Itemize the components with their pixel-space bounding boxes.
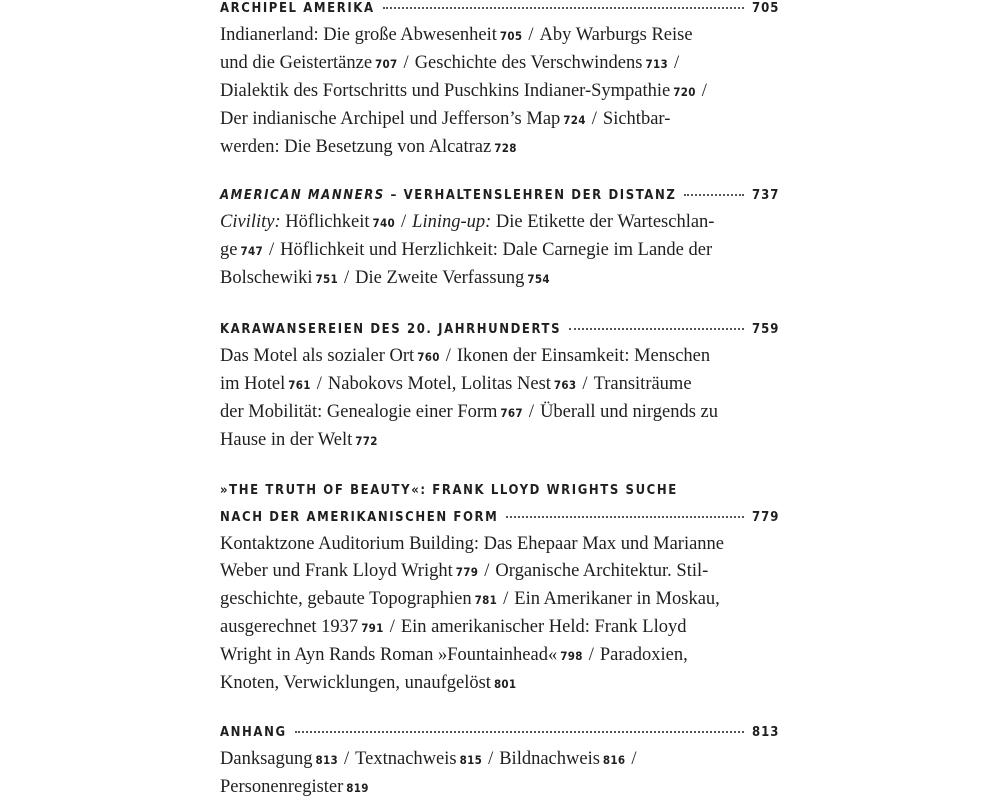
contents-line xyxy=(220,265,755,293)
contents-line xyxy=(220,237,755,265)
topic-text: Geschichte des Verschwindens xyxy=(414,53,643,73)
section-heading-text: »THE TRUTH OF BEAUTY«: FRANK LLOYD WRIGHTS SUCHE xyxy=(220,483,678,498)
topic-separator: / xyxy=(673,53,680,73)
topic-text: Paradoxien, xyxy=(599,645,688,665)
topic-text: Überall und nirgends zu xyxy=(540,402,718,422)
toc-entry-anhang xyxy=(220,719,780,802)
topic-separator: / xyxy=(389,617,395,637)
topic-text: im Hotel xyxy=(220,374,286,394)
contents-line xyxy=(220,399,755,427)
section-heading xyxy=(220,0,780,22)
topic-page-number: 772 xyxy=(355,434,378,448)
dot-leader xyxy=(383,7,744,9)
topic-page-number: 815 xyxy=(459,753,483,767)
topic-separator: / xyxy=(503,589,509,609)
topic-separator: / xyxy=(403,53,409,73)
contents-line xyxy=(220,78,755,106)
topic-text: Nabokovs Motel, Lolitas Nest xyxy=(327,374,551,394)
topic-page-number: 813 xyxy=(315,753,338,767)
topic-text: ge xyxy=(220,240,238,260)
topic-text: Die Etikette der Warteschlan- xyxy=(491,212,715,232)
section-contents xyxy=(220,22,755,162)
topic-text: Sichtbar- xyxy=(602,109,671,129)
topic-text: Ikonen der Einsamkeit: Menschen xyxy=(456,346,711,366)
topic-text: Aby Warburgs Reise xyxy=(539,25,693,45)
topic-text: Der indianische Archipel und Jefferson’s Map xyxy=(220,109,561,129)
topic-text: werden: Die Besetzung von Alcatraz xyxy=(220,137,492,157)
topic-separator: / xyxy=(631,749,637,769)
section-page-number: 779 xyxy=(752,510,780,525)
topic-text: Hause in der Welt xyxy=(220,430,353,450)
topic-text: Knoten, Verwicklungen, unaufgelöst xyxy=(220,673,491,693)
section-contents xyxy=(220,343,755,455)
section-heading-text: ARCHIPEL AMERIKA xyxy=(220,1,375,16)
dot-leader xyxy=(506,516,744,518)
section-heading-text xyxy=(220,188,676,203)
toc-entry-karawansereien xyxy=(220,316,780,455)
contents-line xyxy=(220,614,755,642)
contents-line xyxy=(220,531,755,558)
topic-separator: / xyxy=(588,645,594,665)
contents-line xyxy=(220,774,755,802)
dot-leader xyxy=(295,731,744,733)
topic-page-number: 707 xyxy=(375,57,398,71)
contents-line xyxy=(220,50,755,78)
topic-page-number: 705 xyxy=(499,29,523,43)
topic-text: Weber und Frank Lloyd Wright xyxy=(220,561,453,581)
topic-page-number: 779 xyxy=(455,565,479,579)
topic-separator: / xyxy=(582,374,588,394)
topic-separator: / xyxy=(316,374,322,394)
topic-page-number: 791 xyxy=(361,621,384,635)
section-heading-text: ANHANG xyxy=(220,725,287,740)
topic-text: Danksagung xyxy=(220,749,313,769)
topic-text: Indianerland: Die große Abwesenheit xyxy=(220,25,497,45)
topic-page-number: 728 xyxy=(494,141,517,155)
contents-line xyxy=(220,558,755,586)
topic-separator: / xyxy=(343,749,350,769)
toc-entry-archipel-amerika xyxy=(220,0,780,162)
topic-text: Transiträume xyxy=(593,374,692,394)
topic-separator: / xyxy=(445,346,451,366)
topic-text: der Mobilität: Genealogie einer Form xyxy=(220,402,498,422)
section-heading-text: NACH DER AMERIKANISCHEN FORM xyxy=(220,510,499,525)
section-heading xyxy=(220,316,780,343)
topic-text: Dialektik des Fortschritts und Puschkins Indianer-Sympathie xyxy=(220,81,671,101)
topic-page-number: 801 xyxy=(493,677,517,691)
topic-text: Höflichkeit xyxy=(280,212,370,232)
topic-separator: / xyxy=(528,402,535,422)
topic-text: Organische Architektur. Stil- xyxy=(495,561,709,581)
topic-separator: / xyxy=(401,212,407,232)
topic-page-number: 747 xyxy=(240,244,263,258)
contents-line xyxy=(220,134,755,162)
contents-line xyxy=(220,746,755,774)
section-heading-text: KARAWANSEREIEN DES 20. JAHRHUNDERTS xyxy=(220,322,562,337)
section-contents xyxy=(220,746,755,802)
topic-text: ausgerechnet 1937 xyxy=(220,617,359,637)
topic-separator: / xyxy=(344,268,350,288)
topic-page-number: 713 xyxy=(645,57,668,71)
topic-text: Kontaktzone Auditorium Building: Das Ehepaar Max und Marianne xyxy=(220,534,725,554)
dot-leader xyxy=(569,328,744,330)
topic-text: geschichte, gebaute Topographien xyxy=(220,589,472,609)
topic-page-number: 767 xyxy=(500,406,523,420)
contents-line xyxy=(220,22,755,50)
topic-page-number: 740 xyxy=(372,216,396,230)
section-contents xyxy=(220,209,755,293)
section-page-number: 705 xyxy=(752,1,780,16)
contents-line xyxy=(220,427,755,455)
topic-page-number: 763 xyxy=(553,378,577,392)
topic-page-number: 724 xyxy=(563,113,586,127)
section-heading xyxy=(220,504,780,531)
topic-text: Höflichkeit und Herzlichkeit: Dale Carnegie im Lande der xyxy=(280,240,713,260)
topic-text: und die Geistertänze xyxy=(220,53,373,73)
topic-text-italic: Lining-up: xyxy=(412,212,492,232)
toc-entry-american-manners xyxy=(220,182,780,293)
topic-separator: / xyxy=(488,749,494,769)
topic-page-number: 751 xyxy=(315,272,338,286)
section-page-number: 759 xyxy=(752,322,780,337)
topic-text: Die Zweite Verfassung xyxy=(355,268,525,288)
topic-separator: / xyxy=(484,561,490,581)
dot-leader xyxy=(684,194,744,196)
topic-text: Wright in Ayn Rands Roman »Fountainhead« xyxy=(220,645,558,665)
topic-page-number: 720 xyxy=(673,85,696,99)
topic-text: Bildnachweis xyxy=(499,749,600,769)
topic-page-number: 816 xyxy=(602,753,626,767)
section-heading xyxy=(220,477,755,504)
topic-text: Bolschewiki xyxy=(220,268,313,288)
topic-text: Ein Amerikaner in Moskau, xyxy=(514,589,720,609)
contents-line xyxy=(220,343,755,371)
topic-page-number: 798 xyxy=(560,649,583,663)
topic-separator: / xyxy=(528,25,534,45)
topic-page-number: 754 xyxy=(527,272,550,286)
topic-separator: / xyxy=(268,240,275,260)
toc-entry-truth-of-beauty xyxy=(220,477,780,698)
contents-line xyxy=(220,209,755,237)
contents-line xyxy=(220,586,755,614)
topic-page-number: 761 xyxy=(288,378,311,392)
topic-separator: / xyxy=(591,109,597,129)
section-page-number: 813 xyxy=(752,725,780,740)
topic-page-number: 760 xyxy=(417,350,440,364)
topic-text: Textnachweis xyxy=(355,749,457,769)
topic-page-number: 819 xyxy=(346,781,369,795)
section-heading xyxy=(220,719,780,746)
contents-line xyxy=(220,106,755,134)
topic-text: Das Motel als sozialer Ort xyxy=(220,346,415,366)
section-page-number: 737 xyxy=(752,188,780,203)
section-heading-italic: AMERICAN MANNERS xyxy=(220,188,385,203)
section-heading xyxy=(220,182,780,209)
contents-line xyxy=(220,642,755,670)
section-heading-rest: – VERHALTENSLEHREN DER DISTANZ xyxy=(384,188,677,203)
topic-separator: / xyxy=(701,81,707,101)
section-contents xyxy=(220,531,755,698)
topic-text-italic: Civility: xyxy=(220,212,281,232)
topic-page-number: 781 xyxy=(474,593,498,607)
contents-line xyxy=(220,371,755,399)
topic-text: Personenregister xyxy=(220,777,344,797)
topic-text: Ein amerikanischer Held: Frank Lloyd xyxy=(400,617,687,637)
contents-line xyxy=(220,670,755,698)
